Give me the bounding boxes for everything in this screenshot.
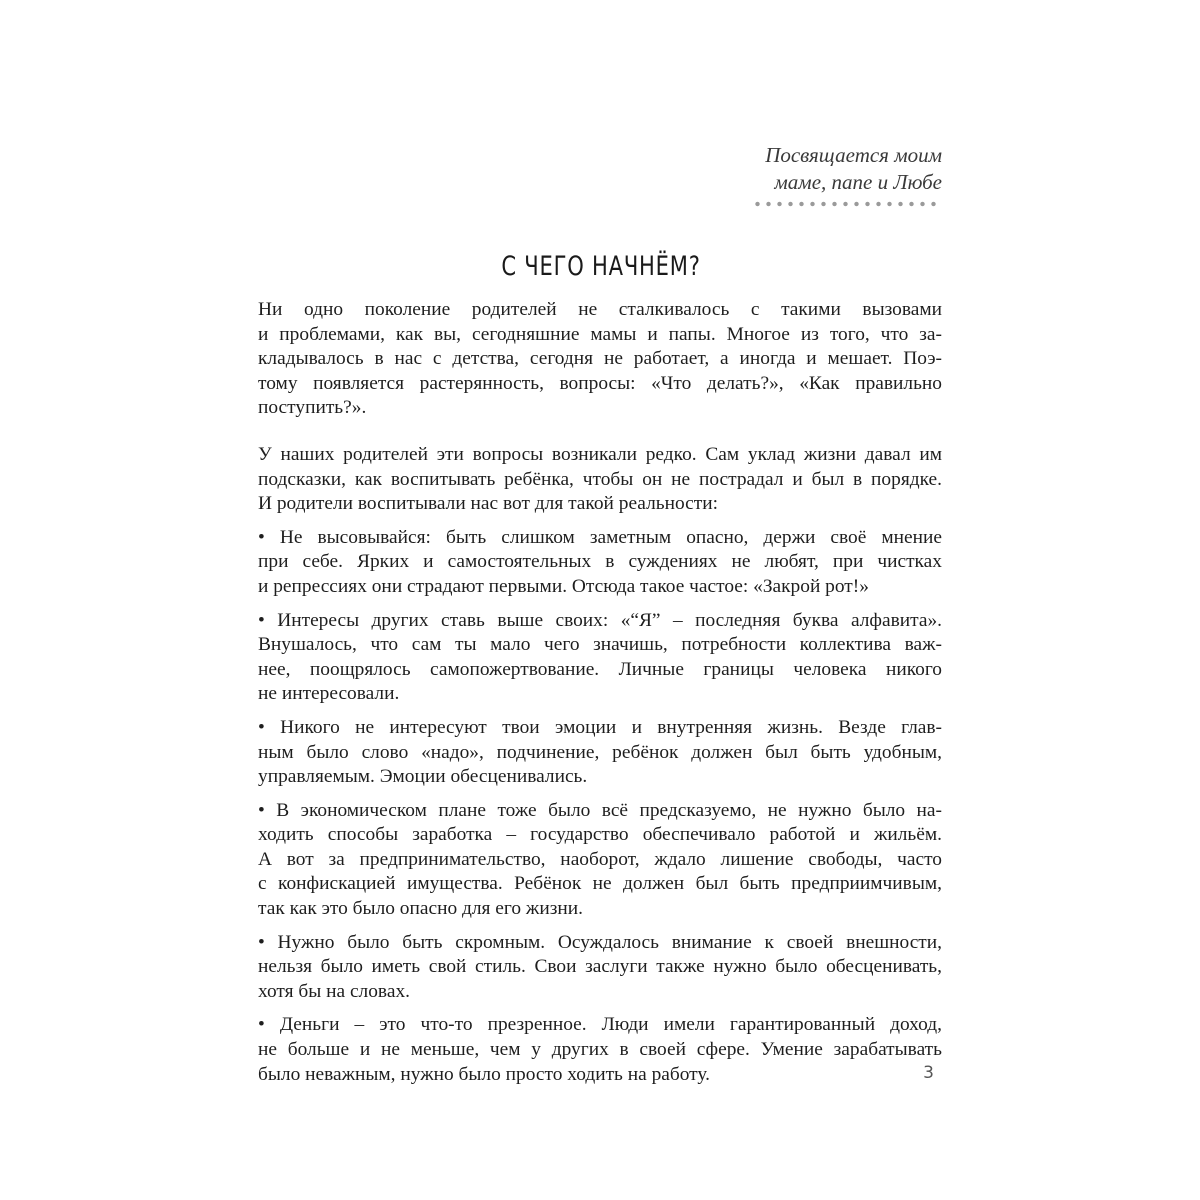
text-line: тому появляется растерянность, вопросы: «Что делать?», «Как правильно (258, 372, 942, 394)
page-number: 3 (923, 1063, 934, 1083)
bullet-item (258, 526, 942, 600)
text-line: • Никого не интересуют твои эмоции и внутренняя жизнь. Везде глав- (258, 716, 942, 738)
text-line: было неважным, нужно было просто ходить на работу. (258, 1063, 710, 1085)
text-line: А вот за предпринимательство, наоборот, ждало лишение свободы, часто (258, 848, 942, 870)
text-line: И родители воспитывали нас вот для такой реальности: (258, 493, 718, 515)
text-line: не интересовали. (258, 683, 400, 705)
text-line: и репрессиях они страдают первыми. Отсюда такое частое: «Закрой рот!» (258, 575, 869, 597)
text-line: хотя бы на словах. (258, 980, 410, 1002)
text-line: не больше и не меньше, чем у других в своей сфере. Умение зарабатывать (258, 1039, 942, 1061)
text-line: Ни одно поколение родителей не сталкивалось с такими вызовами (258, 299, 942, 320)
chapter-title: С ЧЕГО НАЧНЁМ? (501, 251, 701, 282)
paragraph (258, 443, 942, 517)
bullet-item (258, 799, 942, 922)
text-line: и проблемами, как вы, сегодняшние мамы и папы. Многое из того, что за- (258, 323, 942, 345)
bullet-item (258, 931, 942, 1005)
text-line: управляемым. Эмоции обесценивались. (258, 766, 588, 788)
dotted-divider (752, 200, 942, 208)
paragraph (258, 298, 942, 421)
text-line: с конфискацией имущества. Ребёнок не должен был быть предприимчивым, (258, 873, 942, 895)
text-line: ходить способы заработка – государство обеспечивало работой и жильём. (258, 824, 942, 846)
bullet-item (258, 716, 942, 790)
text-line: кладывалось в нас с детства, сегодня не работает, а иногда и мешает. Поэ- (258, 348, 942, 370)
text-line: • Нужно было быть скромным. Осуждалось внимание к своей внешности, (258, 931, 942, 953)
text-line: поступить?». (258, 397, 367, 419)
text-line: так как это было опасно для его жизни. (258, 898, 583, 920)
text-line: Внушалось, что сам ты мало чего значишь, потребности коллектива важ- (258, 634, 942, 656)
body-text (258, 298, 942, 1087)
text-line: ным было слово «надо», подчинение, ребёнок должен был быть удобным, (258, 741, 942, 763)
text-line: • Деньги – это что-то презренное. Люди имели гарантированный доход, (258, 1014, 942, 1036)
text-line: У наших родителей эти вопросы возникали редко. Сам уклад жизни давал им (258, 443, 942, 465)
text-line: • Интересы других ставь выше своих: «“Я” – последняя буква алфавита». (258, 609, 942, 631)
text-line: подсказки, как воспитывать ребёнка, чтобы он не пострадал и был в порядке. (258, 468, 942, 490)
text-line: при себе. Ярких и самостоятельных в суждениях не любят, при чистках (258, 551, 942, 573)
bullet-item (258, 1013, 942, 1087)
text-line: нее, поощрялось самопожертвование. Личные границы человека никого (258, 658, 942, 680)
text-line: • Не высовывайся: быть слишком заметным опасно, держи своё мнение (258, 526, 942, 548)
text-line: нельзя было иметь свой стиль. Свои заслуги также нужно было обесценивать, (258, 956, 942, 978)
dedication (765, 142, 942, 196)
dedication-line: маме, папе и Любе (774, 170, 942, 194)
dedication-line: Посвящается моим (765, 143, 942, 167)
text-line: • В экономическом плане тоже было всё предсказуемо, не нужно было на- (258, 799, 942, 821)
bullet-item (258, 609, 942, 707)
